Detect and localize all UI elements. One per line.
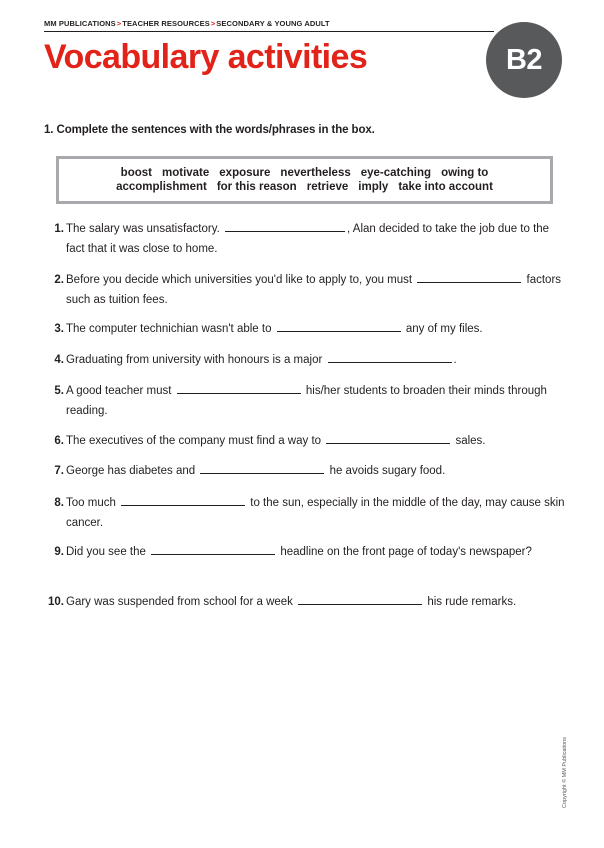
question-number: 9. (54, 546, 64, 558)
question-number: 1. (54, 223, 64, 235)
question-text-before: A good teacher must (66, 385, 172, 397)
question-number: 10. (48, 596, 64, 608)
word-exposure: exposure (219, 167, 271, 179)
question-number: 3. (54, 323, 64, 335)
answer-blank[interactable] (326, 432, 450, 444)
question-number: 6. (54, 435, 64, 447)
question-text-after: . (453, 354, 457, 366)
word-boost: boost (120, 167, 152, 179)
question-text-before: Too much (66, 497, 116, 509)
breadcrumb-separator-icon: > (116, 19, 122, 28)
answer-blank[interactable] (225, 220, 345, 232)
word-motivate: motivate (161, 167, 210, 179)
level-badge: B2 (486, 22, 562, 98)
question-text-before: The salary was unsatisfactory. (66, 223, 220, 235)
question-number: 4. (54, 354, 64, 366)
question-text-after: to the sun, especially in the middle of the day, may cause skin cancer. (66, 497, 565, 529)
page-title: Vocabulary activities (44, 38, 368, 76)
word-accomplishment: accomplishment (116, 181, 207, 193)
question-text-after: , Alan decided to take the job due to the fact that it was close to home. (66, 223, 550, 255)
question-text-before: Before you decide which universities you'd like to apply to, you must (66, 274, 413, 286)
question-text-after: any of my files. (405, 323, 483, 335)
word-nevertheless: nevertheless (280, 167, 351, 179)
answer-blank[interactable] (151, 543, 275, 555)
word-take-into-account: take into account (398, 181, 493, 193)
question-number: 5. (54, 385, 64, 397)
answer-blank[interactable] (177, 382, 301, 394)
header-rule (44, 31, 494, 32)
question-text-after: sales. (455, 435, 486, 447)
question-text-after: his/her students to broaden their minds through reading. (66, 385, 547, 417)
word-eye-catching: eye-catching (360, 167, 432, 179)
word-for-this-reason: for this reason (216, 181, 297, 193)
answer-blank[interactable] (277, 320, 401, 332)
question-number: 2. (54, 274, 64, 286)
answer-blank[interactable] (200, 462, 324, 474)
breadcrumb-separator-icon: > (210, 19, 216, 28)
word-box (56, 156, 553, 204)
breadcrumb (44, 19, 330, 28)
word-box-row-2 (111, 180, 498, 194)
question-text-after: his rude remarks. (427, 596, 517, 608)
word-retrieve: retrieve (306, 181, 349, 193)
word-owing-to: owing to (441, 167, 489, 179)
word-box-row-1 (116, 166, 494, 180)
question-number: 7. (54, 465, 64, 477)
question-text-after: factors such as tuition fees. (66, 274, 562, 306)
exercise-instruction: 1. Complete the sentences with the words/phrases in the box. (44, 124, 375, 136)
question-text-before: Gary was suspended from school for a week (66, 596, 293, 608)
breadcrumb-teacher-resources[interactable]: TEACHER RESOURCES (122, 19, 210, 28)
question-text-before: Did you see the (66, 546, 146, 558)
answer-blank[interactable] (298, 593, 422, 605)
question-number: 8. (54, 497, 64, 509)
question-text-before: Graduating from university with honours is a major (66, 354, 323, 366)
question-text-before: The computer technichian wasn't able to (66, 323, 272, 335)
answer-blank[interactable] (121, 494, 245, 506)
breadcrumb-publisher[interactable]: MM PUBLICATIONS (44, 19, 116, 28)
copyright-notice: Copyright © MM Publications (562, 737, 568, 808)
breadcrumb-secondary[interactable]: SECONDARY & YOUNG ADULT (216, 19, 330, 28)
answer-blank[interactable] (417, 271, 521, 283)
answer-blank[interactable] (328, 351, 452, 363)
word-imply: imply (358, 181, 389, 193)
question-text-after: headline on the front page of today's newspaper? (280, 546, 532, 558)
question-text-before: The executives of the company must find a way to (66, 435, 322, 447)
question-text-after: he avoids sugary food. (329, 465, 446, 477)
question-text-before: George has diabetes and (66, 465, 196, 477)
